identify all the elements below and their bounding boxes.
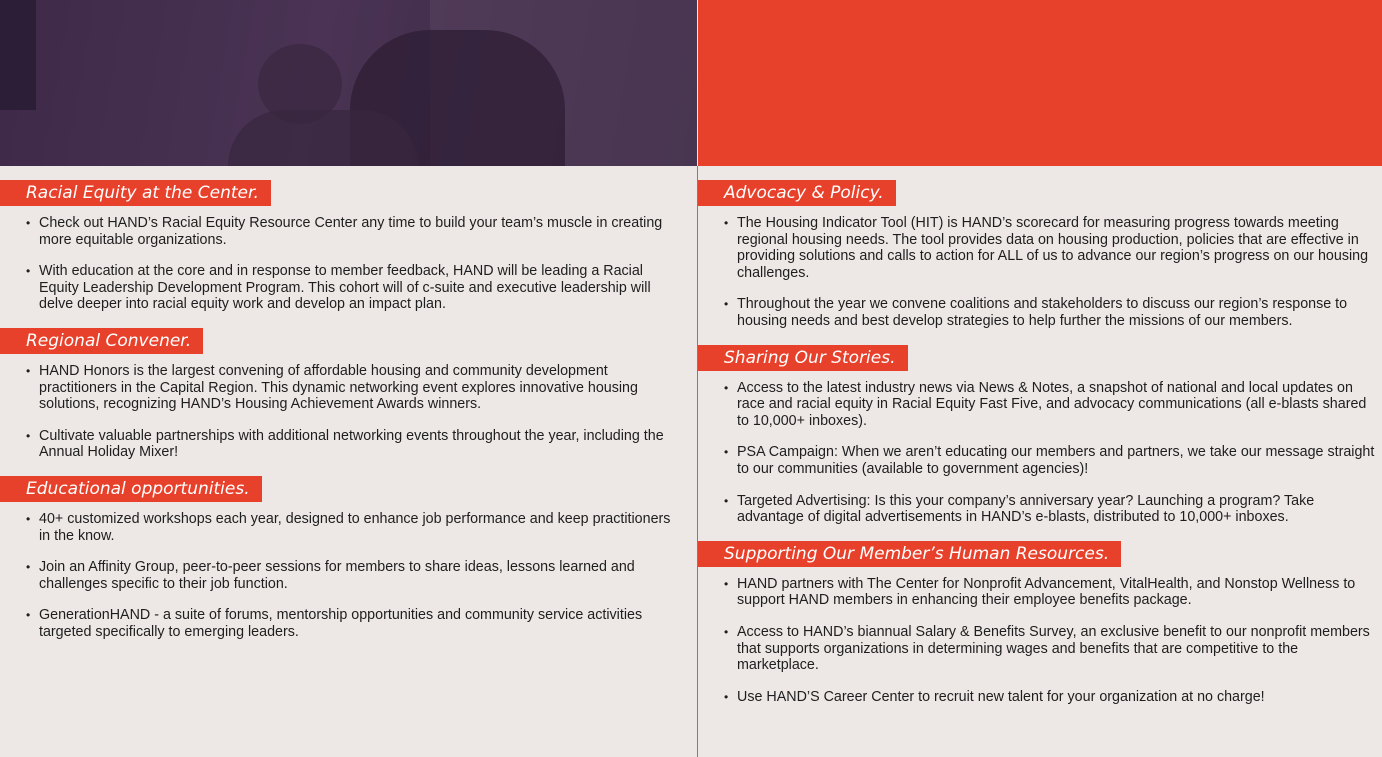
bullet-item: • Targeted Advertising: Is this your company’s anniversary year? Launching a program? Take advantage of digital advertisements in HAND’s e-blasts, distributed to 10,000+ inboxes. bbox=[724, 493, 1376, 526]
section-heading: Regional Convener. bbox=[0, 328, 203, 354]
section-regional-convener bbox=[0, 328, 690, 461]
bullet-item: • Cultivate valuable partnerships with additional networking events throughout the year, including the Annual Holiday Mixer! bbox=[26, 428, 684, 461]
photo-person-body-shape bbox=[228, 110, 418, 166]
bullet-list bbox=[698, 215, 1382, 330]
bullet-list bbox=[698, 576, 1382, 706]
left-column bbox=[0, 180, 690, 656]
bullet-item: • With education at the core and in response to member feedback, HAND will be leading a Racial Equity Leadership Development Program. This cohort will of c-suite and executive leadership will delve deeper into racial equity work and develop an impact plan. bbox=[26, 263, 684, 313]
section-heading: Advocacy & Policy. bbox=[698, 180, 896, 206]
bullet-item: • Use HAND’S Career Center to recruit new talent for your organization at no charge! bbox=[724, 689, 1376, 706]
section-heading: Educational opportunities. bbox=[0, 476, 262, 502]
bullet-item: • Throughout the year we convene coalitions and stakeholders to discuss our region’s response to housing needs and best develop strategies to help further the missions of our members. bbox=[724, 296, 1376, 329]
bullet-list bbox=[0, 215, 690, 313]
bullet-item: • Join an Affinity Group, peer-to-peer sessions for members to share ideas, lessons learned and challenges specific to their job function. bbox=[26, 559, 684, 592]
header-photo-panel bbox=[0, 0, 697, 166]
section-sharing-our-stories bbox=[698, 345, 1382, 526]
bullet-item: • 40+ customized workshops each year, designed to enhance job performance and keep practitioners in the know. bbox=[26, 511, 684, 544]
bullet-item: • HAND partners with The Center for Nonprofit Advancement, VitalHealth, and Nonstop Wellness to support HAND members in enhancing their employee benefits package. bbox=[724, 576, 1376, 609]
bullet-item: • The Housing Indicator Tool (HIT) is HAND’s scorecard for measuring progress towards meeting regional housing needs. The tool provides data on housing production, policies that are effective in providing solutions and calls to action for ALL of us to advance our region’s progress on our housing challenges. bbox=[724, 215, 1376, 281]
bullet-item: • GenerationHAND - a suite of forums, mentorship opportunities and community service activities targeted specifically to emerging leaders. bbox=[26, 607, 684, 640]
bullet-list bbox=[0, 363, 690, 461]
section-heading: Racial Equity at the Center. bbox=[0, 180, 271, 206]
bullet-item: • HAND Honors is the largest convening of affordable housing and community development practitioners in the Capital Region. This dynamic networking event explores innovative housing solutions, recognizing HAND’s Housing Achievement Awards winners. bbox=[26, 363, 684, 413]
right-column bbox=[698, 180, 1382, 720]
section-racial-equity bbox=[0, 180, 690, 313]
bullet-item: • Access to HAND’s biannual Salary & Benefits Survey, an exclusive benefit to our nonprofit members that supports organizations in determining wages and benefits that are competitive to the marketplace. bbox=[724, 624, 1376, 674]
bullet-list bbox=[698, 380, 1382, 526]
bullet-list bbox=[0, 511, 690, 641]
section-human-resources bbox=[698, 541, 1382, 706]
bullet-item: • Access to the latest industry news via News & Notes, a snapshot of national and local updates on race and racial equity in Racial Equity Fast Five, and advocacy communications (all e-blasts shared to 10,000+ inboxes). bbox=[724, 380, 1376, 430]
bullet-item: • PSA Campaign: When we aren’t educating our members and partners, we take our message straight to our communities (available to government agencies)! bbox=[724, 444, 1376, 477]
section-heading: Supporting Our Member’s Human Resources. bbox=[698, 541, 1121, 567]
photo-window-shape bbox=[0, 0, 36, 110]
section-advocacy-policy bbox=[698, 180, 1382, 330]
bullet-item: • Check out HAND’s Racial Equity Resource Center any time to build your team’s muscle in creating more equitable organizations. bbox=[26, 215, 684, 248]
section-heading: Sharing Our Stories. bbox=[698, 345, 908, 371]
section-educational-opportunities bbox=[0, 476, 690, 641]
header-accent-panel bbox=[698, 0, 1382, 166]
